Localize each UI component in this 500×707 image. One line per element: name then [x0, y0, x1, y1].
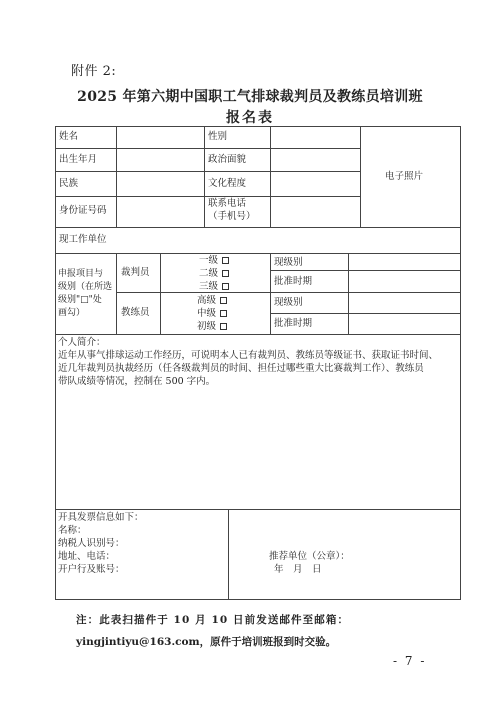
recommender-label: 推荐单位（公章）：: [269, 551, 350, 562]
table-col-line: [348, 253, 349, 334]
table-row-line: [270, 270, 461, 271]
gender-label: 性别: [208, 131, 228, 142]
checkbox[interactable]: [222, 257, 229, 264]
table-col-line: [204, 126, 205, 227]
coach-current-level-label: 现级别: [274, 297, 303, 308]
table-border-right: [460, 126, 461, 600]
coach-level-2[interactable]: [197, 308, 227, 320]
table-col-line: [116, 253, 117, 334]
table-row-line: [55, 148, 360, 149]
referee-label: 裁判员: [121, 267, 150, 278]
bio-title: 个人简介：: [58, 337, 106, 348]
submission-note-email: yingjintiyu@163.com，原件于培训班报到时交验。: [76, 636, 337, 648]
birth-label: 出生年月: [59, 154, 98, 165]
referee-level-1[interactable]: [199, 255, 229, 267]
checkbox[interactable]: [220, 323, 227, 330]
table-border-bottom: [55, 599, 461, 600]
politics-label: 政治面貌: [208, 154, 247, 165]
bio-text-line-3: 带队成绩等情况，控制在 500 字内。: [58, 376, 216, 387]
invoice-bank-label: 开户行及账号：: [58, 564, 125, 575]
table-row-line: [270, 313, 461, 314]
referee-current-level-label: 现级别: [274, 257, 303, 268]
phone-label: 联系电话: [208, 198, 247, 209]
level-text: 三级: [199, 281, 219, 292]
education-label: 文化程度: [208, 178, 247, 189]
table-col-line: [360, 126, 361, 227]
checkbox[interactable]: [220, 310, 227, 317]
form-title: 报名表: [226, 110, 274, 126]
table-row-line: [55, 509, 461, 510]
bio-text-line-2: 近几年裁判员执裁经历（任各级裁判员的时间、担任过哪些重大比赛裁判工作）、教练员: [58, 363, 424, 374]
table-col-line: [270, 253, 271, 334]
page-number: - 7 -: [393, 654, 427, 668]
level-text: 高级: [197, 295, 217, 306]
level-text: 中级: [197, 308, 217, 319]
table-row-line: [55, 171, 360, 172]
table-row-line: [55, 227, 461, 228]
document-title: 2025 年第六期中国职工气排球裁判员及教练员培训班: [77, 89, 423, 105]
ethnicity-label: 民族: [59, 178, 79, 189]
checkbox[interactable]: [222, 270, 229, 277]
annex-label: 附件 2:: [71, 64, 117, 79]
table-col-line: [116, 126, 117, 227]
invoice-address-label: 地址、电话：: [58, 551, 116, 562]
apply-label-2: 级别（在所选: [58, 282, 113, 292]
table-row-line: [116, 292, 461, 293]
table-col-line: [228, 509, 229, 599]
checkbox[interactable]: [222, 283, 229, 290]
coach-level-1[interactable]: [197, 295, 227, 307]
workplace-label: 现工作单位: [59, 234, 107, 245]
bio-text-line-1: 近年从事气排球运动工作经历，可说明本人已有裁判员、教练员等级证书、获取证书时间、: [58, 350, 439, 361]
level-text: 初级: [197, 321, 217, 332]
coach-approval-time-label: 批准时期: [274, 318, 313, 329]
apply-label-4: 画勾）: [58, 308, 86, 318]
referee-approval-time-label: 批准时期: [274, 276, 313, 287]
coach-label: 教练员: [121, 307, 150, 318]
referee-level-3[interactable]: [199, 281, 229, 293]
table-col-line: [160, 253, 161, 334]
table-col-line: [270, 126, 271, 227]
date-label: 年 月 日: [274, 564, 322, 575]
apply-label-3: 级别"□"处: [58, 295, 102, 305]
invoice-title: 开具发票信息如下：: [58, 512, 144, 523]
name-label: 姓名: [59, 131, 79, 142]
table-row-line: [55, 196, 360, 197]
id-number-label: 身份证号码: [59, 205, 107, 216]
apply-label-1: 申报项目与: [58, 269, 104, 279]
photo-label: 电子照片: [385, 171, 424, 182]
phone-label-sub: （手机号）: [208, 211, 256, 222]
referee-level-2[interactable]: [199, 268, 229, 280]
invoice-name-label: 名称：: [58, 525, 87, 536]
submission-note: 注：此表扫描件于 10 月 10 日前发送邮件至邮箱：: [76, 614, 350, 626]
table-border-left: [55, 126, 56, 600]
invoice-tax-id-label: 纳税人识别号：: [58, 538, 125, 549]
table-row-line: [55, 334, 461, 335]
coach-level-3[interactable]: [197, 321, 227, 333]
level-text: 一级: [199, 255, 219, 266]
level-text: 二级: [199, 268, 219, 279]
checkbox[interactable]: [220, 297, 227, 304]
